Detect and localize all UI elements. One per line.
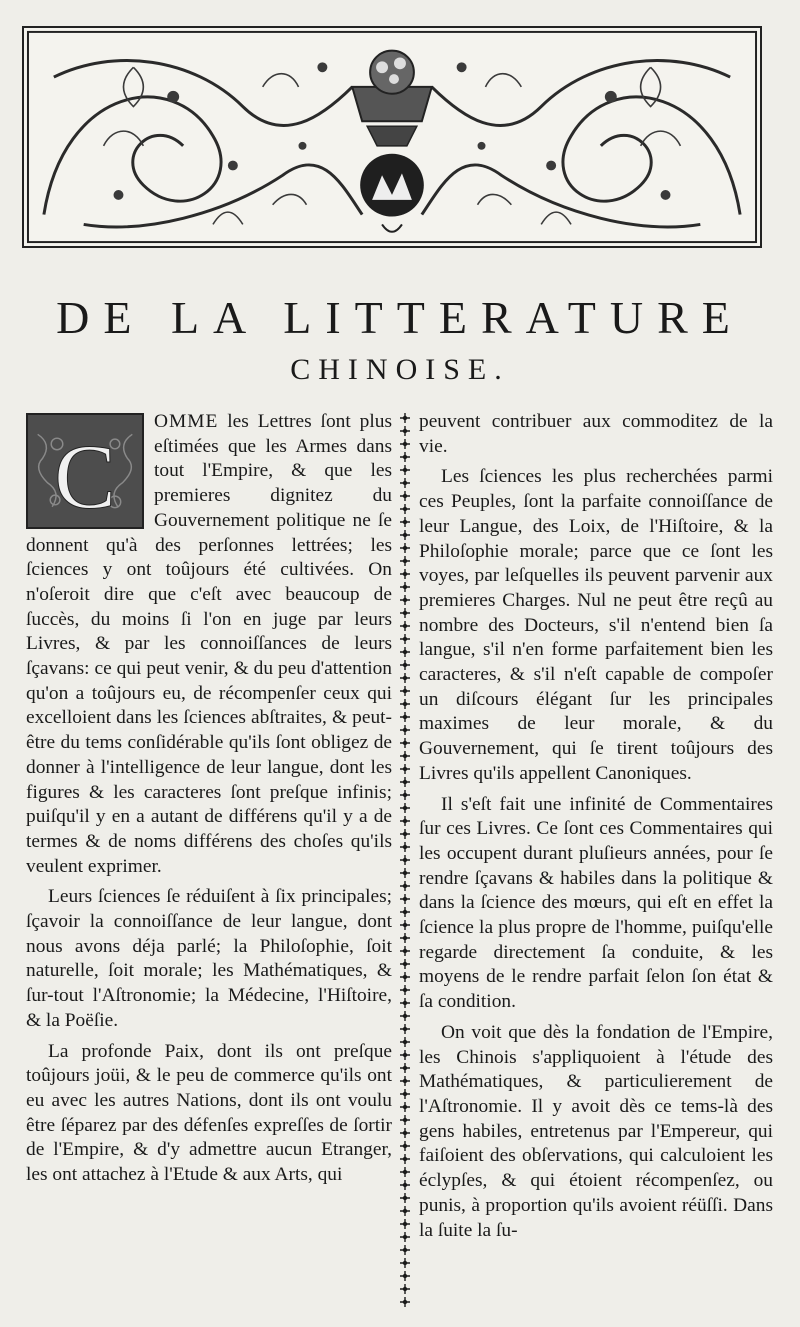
- paragraph-1-text: les Lettres ſont plus eſtimées que les Armes dans tout l'Empire, & que les premieres dignitez du Gouvernement politique ne ſe donnent qu'à des perſonnes lettrées; les ſciences y ont toûjours été cultivées. On n'oſeroit dire que c'eſt avec beaucoup de ſuccès, du moins ſi l'on en juge par leurs Livres, & par les connoiſſances de leurs ſçavans: ce qui peut venir, & du peu d'attention qu'on a toûjours eu, de récompenſer ceux qui excelloient dans les ſciences abſtraites, & peut-être du tems conſidérable qu'ils ſont obligez de donner à l'intelligence de leur langue, dont les figures & les caracteres ſont preſque infinis; puiſqu'il y en a autant de différens qu'il y a de termes & de noms différens des choſes qu'ils veulent exprimer.: [26, 411, 392, 877]
- paragraph-2: Leurs ſciences ſe réduiſent à ſix principales; ſçavoir la connoiſſance de leur langue, dont nous avons déja parlé; la Philoſophie, ſoit naturelle, ſoit morale; les Mathématiques, & ſur-tout l'Aſtronomie; la Médecine, l'Hiſtoire, & la Poëſie.: [26, 886, 392, 1031]
- drop-cap-letter: C: [54, 425, 116, 527]
- rosette-divider-icon: [397, 412, 413, 1317]
- page-subtitle: CHINOISE.: [290, 353, 510, 386]
- opening-word: OMME: [154, 411, 219, 432]
- left-text-column: [26, 410, 392, 1310]
- column-divider: [397, 412, 413, 1317]
- paragraph-1: [26, 410, 392, 879]
- decorated-initial: [26, 413, 144, 529]
- paragraph-r3: Il s'eſt fait une infinité de Commentaires ſur ces Livres. Ce ſont ces Commentaires qui les occupent durant pluſieurs années, pour ſe rendre ſçavans & habiles dans la politique & dans la ſcience des mœurs, qui eſt en effet la ſcience la plus propre de l'homme, puiſqu'elle regarde directement ſa conduite, & les moyens de le rendre parfait ſelon ſon état & ſa condition.: [419, 793, 773, 1013]
- paragraph-r2: Les ſciences les plus recherchées parmi ces Peuples, ſont la parfaite connoiſſance de leur Langue, des Loix, de l'Hiſtoire, & la Philoſophie morale; parce que ce ſont les voyes, par leſquelles ils peuvent parvenir aux premieres Charges. Nul ne peut être reçû au nombre des Docteurs, s'il n'entend bien ſa langue, s'il n'en forme parfaitement bien les caracteres, & s'il n'eſt capable de compoſer un diſcours élégant ſur les principales maximes de leur morale, & du Gouvernement, qui ſe tirent toûjours des Livres qu'ils appellent Canoniques.: [419, 466, 773, 784]
- right-text-column: [419, 410, 773, 1310]
- ornate-drop-cap-icon: [28, 415, 142, 527]
- paragraph-r1: peuvent contribuer aux commoditez de la vie.: [419, 411, 773, 457]
- floral-scroll-ornament-icon: [24, 28, 760, 246]
- paragraph-r4: On voit que dès la fondation de l'Empire, les Chinois s'appliquoient à l'étude des Mathématiques, & particulierement de l'Aſtronomie. Il y avoit dès ce tems-là des gens habiles, entretenus par l'Empereur, qui faiſoient des obſervations, qui calculoient les éclypſes, & qui étoient récompenſez, ou punis, à proportion qu'ils avoient réüſſi. Dans la ſuite la ſu-: [419, 1021, 773, 1241]
- page-title: DE LA LITTERATURE: [56, 292, 744, 343]
- paragraph-3: La profonde Paix, dont ils ont preſque toûjours joüi, & le peu de commerce qu'ils ont eu avec les autres Nations, dont ils ont voulu être ſéparez par des défenſes expreſſes de ſortir de l'Empire, & d'y admettre aucun Etranger, les ont attachez à l'Etude & aux Arts, qui: [26, 1040, 392, 1186]
- ornamental-headpiece: [22, 26, 762, 248]
